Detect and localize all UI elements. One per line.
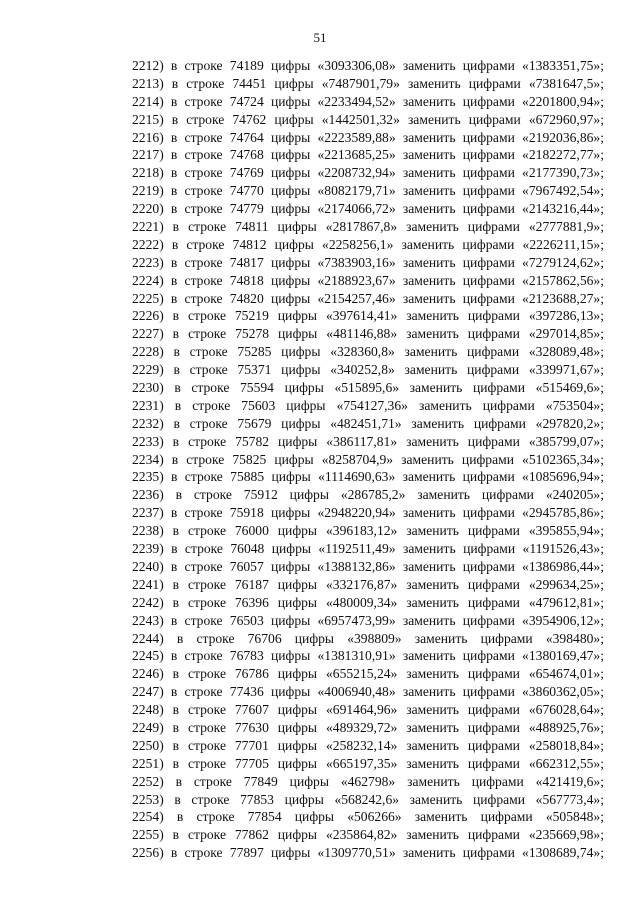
amendment-line: 2239) в строке 76048 цифры «1192511,49» заменить цифрами «1191526,43»; xyxy=(132,541,604,557)
amendment-line: 2217) в строке 74768 цифры «2213685,25» заменить цифрами «2182272,77»; xyxy=(132,147,604,163)
amendment-line: 2223) в строке 74817 цифры «7383903,16» заменить цифрами «7279124,62»; xyxy=(132,254,604,270)
amendment-line: 2230) в строке 75594 цифры «515895,6» заменить цифрами «515469,6»; xyxy=(132,380,604,396)
amendment-line: 2225) в строке 74820 цифры «2154257,46» заменить цифрами «2123688,27»; xyxy=(132,290,604,306)
amendment-line: 2216) в строке 74764 цифры «2223589,88» заменить цифрами «2192036,86»; xyxy=(132,129,604,145)
amendment-line: 2252) в строке 77849 цифры «462798» заменить цифрами «421419,6»; xyxy=(132,773,604,789)
amendment-line: 2245) в строке 76783 цифры «1381310,91» заменить цифрами «1380169,47»; xyxy=(132,648,604,664)
amendment-line: 2233) в строке 75782 цифры «386117,81» заменить цифрами «385799,07»; xyxy=(132,433,604,449)
amendment-line: 2234) в строке 75825 цифры «8258704,9» заменить цифрами «5102365,34»; xyxy=(132,451,604,467)
amendment-line: 2212) в строке 74189 цифры «3093306,08» заменить цифрами «1383351,75»; xyxy=(132,58,604,73)
amendment-line: 2256) в строке 77897 цифры «1309770,51» заменить цифрами «1308689,74»; xyxy=(132,845,604,861)
amendment-line: 2253) в строке 77853 цифры «568242,6» заменить цифрами «567773,4»; xyxy=(132,791,604,807)
amendment-line: 2238) в строке 76000 цифры «396183,12» заменить цифрами «395855,94»; xyxy=(132,523,604,539)
amendment-line: 2229) в строке 75371 цифры «340252,8» заменить цифрами «339971,67»; xyxy=(132,362,604,378)
amendment-line: 2249) в строке 77630 цифры «489329,72» заменить цифрами «488925,76»; xyxy=(132,719,604,735)
amendment-line: 2221) в строке 74811 цифры «2817867,8» заменить цифрами «2777881,9»; xyxy=(132,219,604,235)
amendment-line: 2247) в строке 77436 цифры «4006940,48» заменить цифрами «3860362,05»; xyxy=(132,684,604,700)
amendment-line: 2232) в строке 75679 цифры «482451,71» заменить цифрами «297820,2»; xyxy=(132,415,604,431)
amendment-line: 2236) в строке 75912 цифры «286785,2» заменить цифрами «240205»; xyxy=(132,487,604,503)
amendment-line: 2237) в строке 75918 цифры «2948220,94» заменить цифрами «2945785,86»; xyxy=(132,505,604,521)
amendment-line: 2220) в строке 74779 цифры «2174066,72» заменить цифрами «2143216,44»; xyxy=(132,201,604,217)
amendment-line: 2214) в строке 74724 цифры «2233494,52» заменить цифрами «2201800,94»; xyxy=(132,93,604,109)
amendment-line: 2244) в строке 76706 цифры «398809» заменить цифрами «398480»; xyxy=(132,630,604,646)
amendment-line: 2224) в строке 74818 цифры «2188923,67» заменить цифрами «2157862,56»; xyxy=(132,272,604,288)
amendment-line: 2255) в строке 77862 цифры «235864,82» заменить цифрами «235669,98»; xyxy=(132,827,604,843)
amendment-line: 2250) в строке 77701 цифры «258232,14» заменить цифрами «258018,84»; xyxy=(132,737,604,753)
amendment-line: 2219) в строке 74770 цифры «8082179,71» заменить цифрами «7967492,54»; xyxy=(132,183,604,199)
amendment-line: 2227) в строке 75278 цифры «481146,88» заменить цифрами «297014,85»; xyxy=(132,326,604,342)
amendment-line: 2248) в строке 77607 цифры «691464,96» заменить цифрами «676028,64»; xyxy=(132,702,604,718)
page-number: 51 xyxy=(313,30,327,45)
amendment-line: 2222) в строке 74812 цифры «2258256,1» заменить цифрами «2226211,15»; xyxy=(132,236,604,252)
amendment-line: 2242) в строке 76396 цифры «480009,34» заменить цифрами «479612,81»; xyxy=(132,594,604,610)
amendment-line: 2251) в строке 77705 цифры «665197,35» заменить цифрами «662312,55»; xyxy=(132,755,604,771)
amendment-line: 2240) в строке 76057 цифры «1388132,86» заменить цифрами «1386986,44»; xyxy=(132,558,604,574)
amendment-line: 2218) в строке 74769 цифры «2208732,94» заменить цифрами «2177390,73»; xyxy=(132,165,604,181)
amendment-line: 2231) в строке 75603 цифры «754127,36» заменить цифрами «753504»; xyxy=(132,397,604,413)
amendment-line: 2243) в строке 76503 цифры «6957473,99» заменить цифрами «3954906,12»; xyxy=(132,612,604,628)
amendment-line: 2241) в строке 76187 цифры «332176,87» заменить цифрами «299634,25»; xyxy=(132,576,604,592)
amendment-line: 2228) в строке 75285 цифры «328360,8» заменить цифрами «328089,48»; xyxy=(132,344,604,360)
amendment-line: 2246) в строке 76786 цифры «655215,24» заменить цифрами «654674,01»; xyxy=(132,666,604,682)
amendment-line: 2226) в строке 75219 цифры «397614,41» заменить цифрами «397286,13»; xyxy=(132,308,604,324)
amendment-line: 2213) в строке 74451 цифры «7487901,79» заменить цифрами «7381647,5»; xyxy=(132,75,604,91)
amendment-line: 2235) в строке 75885 цифры «1114690,63» заменить цифрами «1085696,94»; xyxy=(132,469,604,485)
amendment-line: 2215) в строке 74762 цифры «1442501,32» заменить цифрами «672960,97»; xyxy=(132,111,604,127)
amendment-list xyxy=(132,57,604,862)
amendment-line: 2254) в строке 77854 цифры «506266» заменить цифрами «505848»; xyxy=(132,809,604,825)
